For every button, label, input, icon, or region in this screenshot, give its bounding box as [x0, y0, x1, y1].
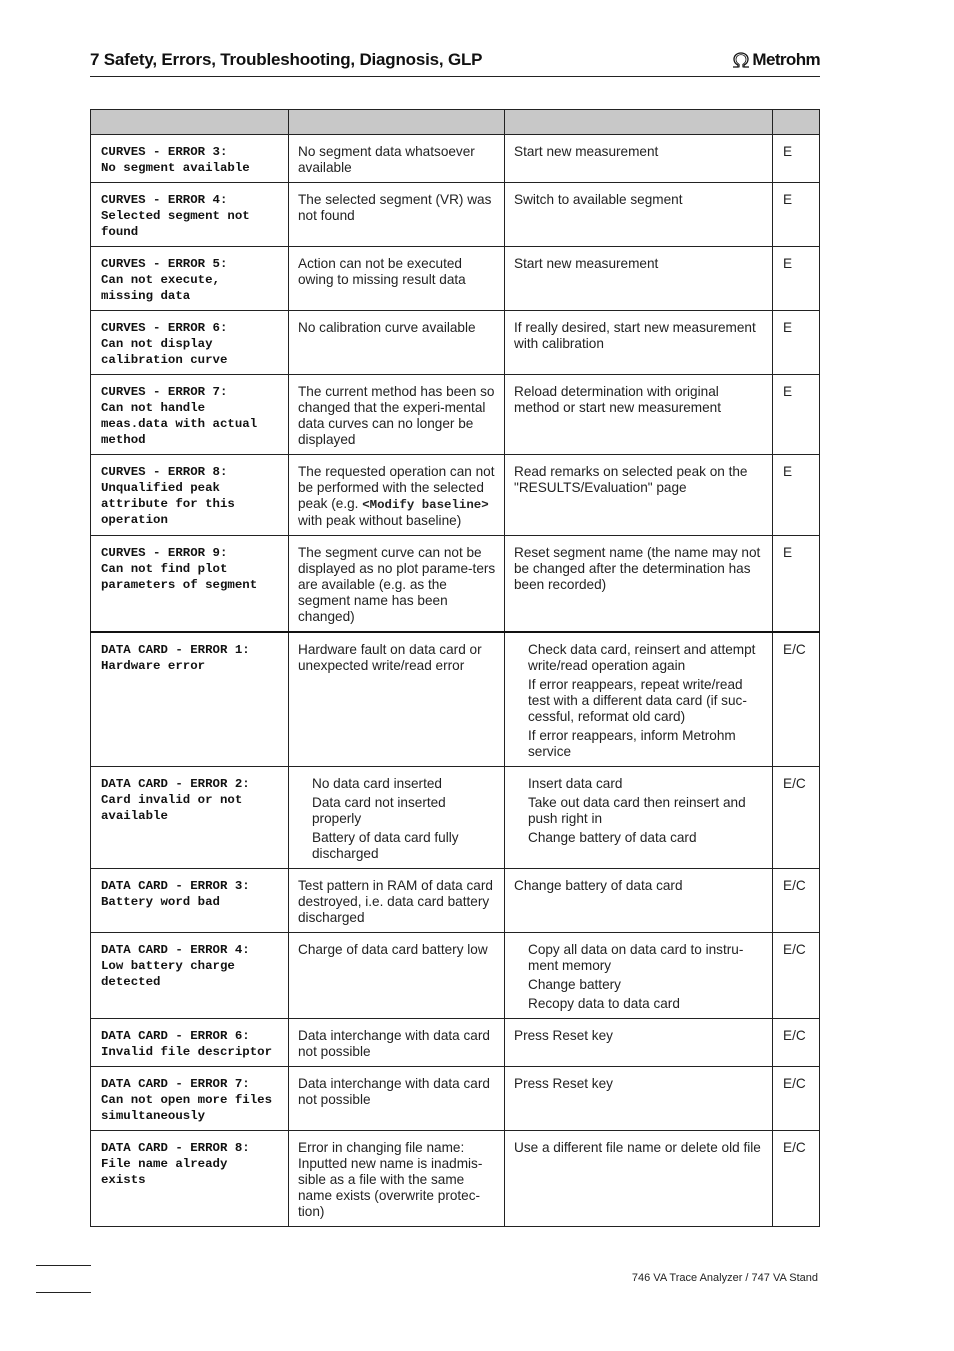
error-message-line: meas.data with actual	[101, 417, 258, 431]
table-row	[91, 1067, 820, 1131]
error-cause: Charge of data card battery low	[289, 933, 505, 1019]
brand	[731, 50, 820, 70]
cause-item: Battery of data card fully discharged	[312, 830, 459, 861]
error-message-line: Invalid file descriptor	[101, 1045, 273, 1059]
error-message-line: detected	[101, 975, 161, 989]
error-message-line: parameters of segment	[101, 578, 258, 592]
table-row	[91, 1019, 820, 1067]
table-body	[91, 135, 820, 1227]
table-row	[91, 632, 820, 767]
table-row	[91, 1131, 820, 1227]
error-message-line: Can not open more files	[101, 1093, 273, 1107]
error-remedy: Change battery of data card	[505, 869, 773, 933]
error-remedy: If really desired, start new measurement with calibration	[505, 311, 773, 375]
error-type: E	[773, 311, 820, 375]
cause-text: with peak without baseline)	[298, 513, 462, 528]
error-cause: No calibration curve available	[289, 311, 505, 375]
remedy-item: If error reappears, inform Metrohm service	[528, 728, 736, 759]
error-remedy: Start new measurement	[505, 247, 773, 311]
error-type: E	[773, 455, 820, 536]
error-message-line: operation	[101, 513, 168, 527]
error-message-line: Can not display	[101, 337, 213, 351]
error-table	[90, 109, 820, 1227]
error-message-line: method	[101, 433, 146, 447]
error-remedy	[505, 632, 773, 767]
error-type: E/C	[773, 933, 820, 1019]
error-message-line: Can not execute,	[101, 273, 220, 287]
error-cause: The current method has been so changed that the experi-mental data curves can no longer be displayed	[289, 375, 505, 455]
error-message	[91, 247, 289, 311]
footer-rule	[36, 1265, 91, 1266]
remedy-item: Copy all data on data card to instru-ment memory	[528, 942, 744, 973]
error-message-line: found	[101, 225, 139, 239]
error-remedy	[505, 933, 773, 1019]
error-cause: The segment curve can not be displayed as no plot parame-ters are available (e.g. as the segment name has been changed)	[289, 536, 505, 633]
error-message-line: DATA CARD - ERROR 1:	[101, 643, 250, 657]
error-message-line: CURVES - ERROR 6:	[101, 321, 228, 335]
error-cause: Data interchange with data card not possible	[289, 1067, 505, 1131]
error-message-line: CURVES - ERROR 3:	[101, 145, 228, 159]
error-cause: Action can not be executed owing to missing result data	[289, 247, 505, 311]
error-cause	[289, 455, 505, 536]
error-remedy: Use a different file name or delete old file	[505, 1131, 773, 1227]
error-message-line: DATA CARD - ERROR 4:	[101, 943, 250, 957]
error-message	[91, 536, 289, 633]
error-message-line: calibration curve	[101, 353, 228, 367]
error-message-line: DATA CARD - ERROR 8:	[101, 1141, 250, 1155]
error-message-line: Can not handle	[101, 401, 206, 415]
cause-item: No data card inserted	[312, 776, 442, 791]
error-message	[91, 869, 289, 933]
error-remedy: Reload determination with original method or start new measurement	[505, 375, 773, 455]
error-remedy: Read remarks on selected peak on the "RESULTS/Evaluation" page	[505, 455, 773, 536]
error-message-line: CURVES - ERROR 8:	[101, 465, 228, 479]
error-type: E	[773, 183, 820, 247]
page-header	[90, 46, 820, 77]
error-message	[91, 183, 289, 247]
error-message	[91, 455, 289, 536]
error-type: E/C	[773, 632, 820, 767]
error-message-line: CURVES - ERROR 5:	[101, 257, 228, 271]
error-type: E	[773, 247, 820, 311]
error-remedy: Press Reset key	[505, 1019, 773, 1067]
error-message-line: Can not find plot	[101, 562, 228, 576]
error-message	[91, 1131, 289, 1227]
error-remedy	[505, 767, 773, 869]
error-type: E	[773, 135, 820, 183]
table-row	[91, 135, 820, 183]
table-row	[91, 869, 820, 933]
error-message	[91, 632, 289, 767]
error-message-line: File name already	[101, 1157, 228, 1171]
error-cause: Error in changing file name: Inputted new name is inadmis-sible as a file with the same name exists (overwrite protec-tion)	[289, 1131, 505, 1227]
error-remedy: Start new measurement	[505, 135, 773, 183]
table-row	[91, 933, 820, 1019]
error-message-line: DATA CARD - ERROR 3:	[101, 879, 250, 893]
error-message	[91, 135, 289, 183]
brand-name: Metrohm	[752, 50, 820, 69]
error-cause: The selected segment (VR) was not found	[289, 183, 505, 247]
error-message-line: Low battery charge	[101, 959, 235, 973]
error-message-line: available	[101, 809, 168, 823]
error-cause: Data interchange with data card not possible	[289, 1019, 505, 1067]
remedy-item: Change battery	[528, 977, 621, 992]
error-type: E/C	[773, 1067, 820, 1131]
error-message-line: DATA CARD - ERROR 2:	[101, 777, 250, 791]
error-type: E	[773, 536, 820, 633]
error-type: E	[773, 375, 820, 455]
error-message-line: exists	[101, 1173, 146, 1187]
error-message	[91, 1019, 289, 1067]
remedy-item: Recopy data to data card	[528, 996, 680, 1011]
error-message-line: DATA CARD - ERROR 6:	[101, 1029, 250, 1043]
error-message-line: CURVES - ERROR 7:	[101, 385, 228, 399]
remedy-item: Check data card, reinsert and attempt write/read operation again	[528, 642, 756, 673]
error-message-line: Card invalid or not	[101, 793, 243, 807]
error-message	[91, 311, 289, 375]
error-message-line: Hardware error	[101, 659, 206, 673]
error-type: E/C	[773, 1019, 820, 1067]
table-row	[91, 311, 820, 375]
error-message-line: simultaneously	[101, 1109, 206, 1123]
error-message-line: DATA CARD - ERROR 7:	[101, 1077, 250, 1091]
table-row	[91, 375, 820, 455]
remedy-item: Insert data card	[528, 776, 623, 791]
remedy-item: Take out data card then reinsert and push right in	[528, 795, 746, 826]
table-row	[91, 247, 820, 311]
error-cause: Test pattern in RAM of data card destroyed, i.e. data card battery discharged	[289, 869, 505, 933]
table-header	[91, 110, 820, 135]
error-type: E/C	[773, 869, 820, 933]
table-row	[91, 767, 820, 869]
chapter-title: 7 Safety, Errors, Troubleshooting, Diagnosis, GLP	[90, 50, 483, 69]
remedy-item: Change battery of data card	[528, 830, 697, 845]
command-name: <Modify baseline>	[362, 498, 489, 512]
error-cause: No segment data whatsoever available	[289, 135, 505, 183]
error-remedy: Switch to available segment	[505, 183, 773, 247]
error-message-line: Battery word bad	[101, 895, 220, 909]
table-row	[91, 183, 820, 247]
error-message	[91, 375, 289, 455]
error-message	[91, 767, 289, 869]
cause-text: The requested operation can not be performed with the selected peak (e.g.	[298, 464, 495, 511]
footer-rule	[36, 1292, 91, 1293]
remedy-item: If error reappears, repeat write/read test with a different data card (if suc-cessful, reformat old card)	[528, 677, 747, 724]
cause-item: Data card not inserted properly	[312, 795, 446, 826]
error-remedy: Reset segment name (the name may not be changed after the determination has been recorded)	[505, 536, 773, 633]
omega-icon	[731, 51, 751, 69]
error-message-line: Unqualified peak	[101, 481, 220, 495]
error-type: E/C	[773, 1131, 820, 1227]
error-type: E/C	[773, 767, 820, 869]
error-remedy: Press Reset key	[505, 1067, 773, 1131]
error-cause	[289, 767, 505, 869]
error-message-line: CURVES - ERROR 4:	[101, 193, 228, 207]
footer-product: 746 VA Trace Analyzer / 747 VA Stand	[631, 1272, 818, 1284]
error-cause: Hardware fault on data card or unexpected write/read error	[289, 632, 505, 767]
error-message	[91, 1067, 289, 1131]
error-message-line: No segment available	[101, 161, 250, 175]
error-message-line: Selected segment not	[101, 209, 250, 223]
table-row	[91, 536, 820, 633]
error-message-line: missing data	[101, 289, 191, 303]
error-message-line: CURVES - ERROR 9:	[101, 546, 228, 560]
error-message	[91, 933, 289, 1019]
table-row	[91, 455, 820, 536]
error-message-line: attribute for this	[101, 497, 235, 511]
